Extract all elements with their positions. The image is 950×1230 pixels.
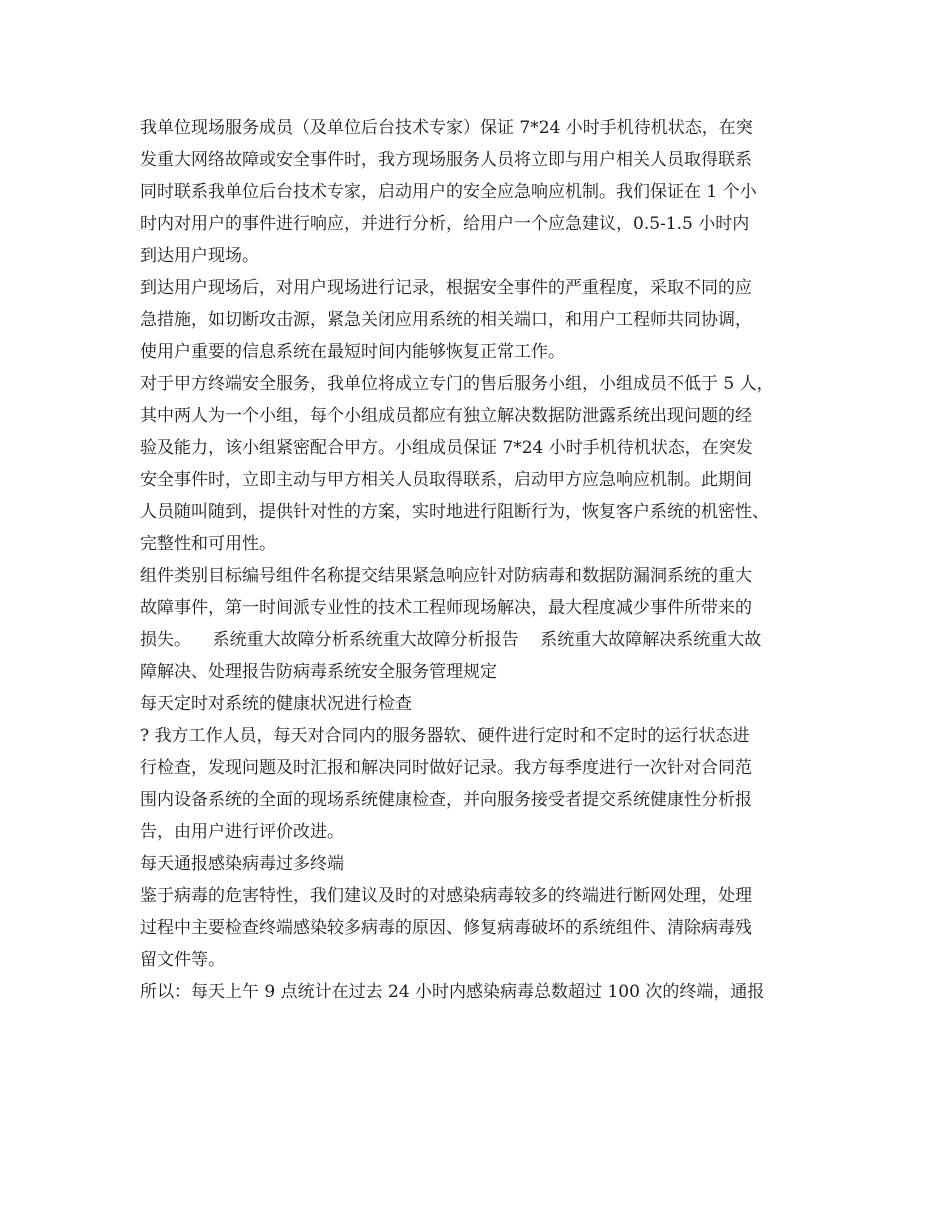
text-line: 围内设备系统的全面的现场系统健康检查，并向服务接受者提交系统健康性分析报: [140, 790, 752, 810]
text-line: 完整性和可用性。: [140, 534, 276, 554]
text-line: 故障事件，第一时间派专业性的技术工程师现场解决，最大程度减少事件所带来的: [140, 598, 752, 618]
text-line: 损失。 系统重大故障分析系统重大故障分析报告 系统重大故障解决系统重大故: [140, 630, 762, 650]
text-line: 对于甲方终端安全服务，我单位将成立专门的售后服务小组，小组成员不低于 5 人，: [140, 374, 774, 394]
text-line: 时内对用户的事件进行响应，并进行分析，给用户一个应急建议，0.5-1.5 小时内: [140, 214, 750, 234]
text-line: 行检查，发现问题及时汇报和解决同时做好记录。我方每季度进行一次针对合同范: [140, 758, 752, 778]
text-line: 人员随叫随到，提供针对性的方案，实时地进行阻断行为，恢复客户系统的机密性、: [140, 502, 769, 522]
text-line: ? 我方工作人员，每天对合同内的服务器软、硬件进行定时和不定时的运行状态进: [140, 726, 750, 746]
text-line: 到达用户现场后，对用户现场进行记录，根据安全事件的严重程度，采取不同的应: [140, 278, 752, 298]
text-line: 鉴于病毒的危害特性，我们建议及时的对感染病毒较多的终端进行断网处理，处理: [140, 886, 752, 906]
text-line: 每天定时对系统的健康状况进行检查: [140, 694, 412, 714]
text-line: 使用户重要的信息系统在最短时间内能够恢复正常工作。: [140, 342, 565, 362]
text-line: 每天通报感染病毒过多终端: [140, 854, 344, 874]
text-line: 发重大网络故障或安全事件时，我方现场服务人员将立即与用户相关人员取得联系: [140, 150, 752, 170]
text-line: 障解决、处理报告防病毒系统安全服务管理规定: [140, 662, 497, 682]
text-line: 组件类别目标编号组件名称提交结果紧急响应针对防病毒和数据防漏洞系统的重大: [140, 566, 752, 586]
text-line: 同时联系我单位后台技术专家，启动用户的安全应急响应机制。我们保证在 1 个小: [140, 182, 757, 202]
text-line: 过程中主要检查终端感染较多病毒的原因、修复病毒破坏的系统组件、清除病毒残: [140, 918, 752, 938]
text-line: 留文件等。: [140, 950, 225, 970]
text-line: 安全事件时，立即主动与甲方相关人员取得联系，启动甲方应急响应机制。此期间: [140, 470, 752, 490]
text-line: 所以：每天上午 9 点统计在过去 24 小时内感染病毒总数超过 100 次的终端，通报: [140, 982, 765, 1002]
text-line: 我单位现场服务成员（及单位后台技术专家）保证 7*24 小时手机待机状态，在突: [140, 118, 753, 138]
text-line: 其中两人为一个小组，每个小组成员都应有独立解决数据防泄露系统出现问题的经: [140, 406, 752, 426]
text-line: 到达用户现场。: [140, 246, 259, 266]
document-body: [140, 112, 830, 1008]
text-line: 告，由用户进行评价改进。: [140, 822, 344, 842]
text-line: 急措施，如切断攻击源，紧急关闭应用系统的相关端口，和用户工程师共同协调，: [140, 310, 752, 330]
text-line: 验及能力，该小组紧密配合甲方。小组成员保证 7*24 小时手机待机状态，在突发: [140, 438, 753, 458]
